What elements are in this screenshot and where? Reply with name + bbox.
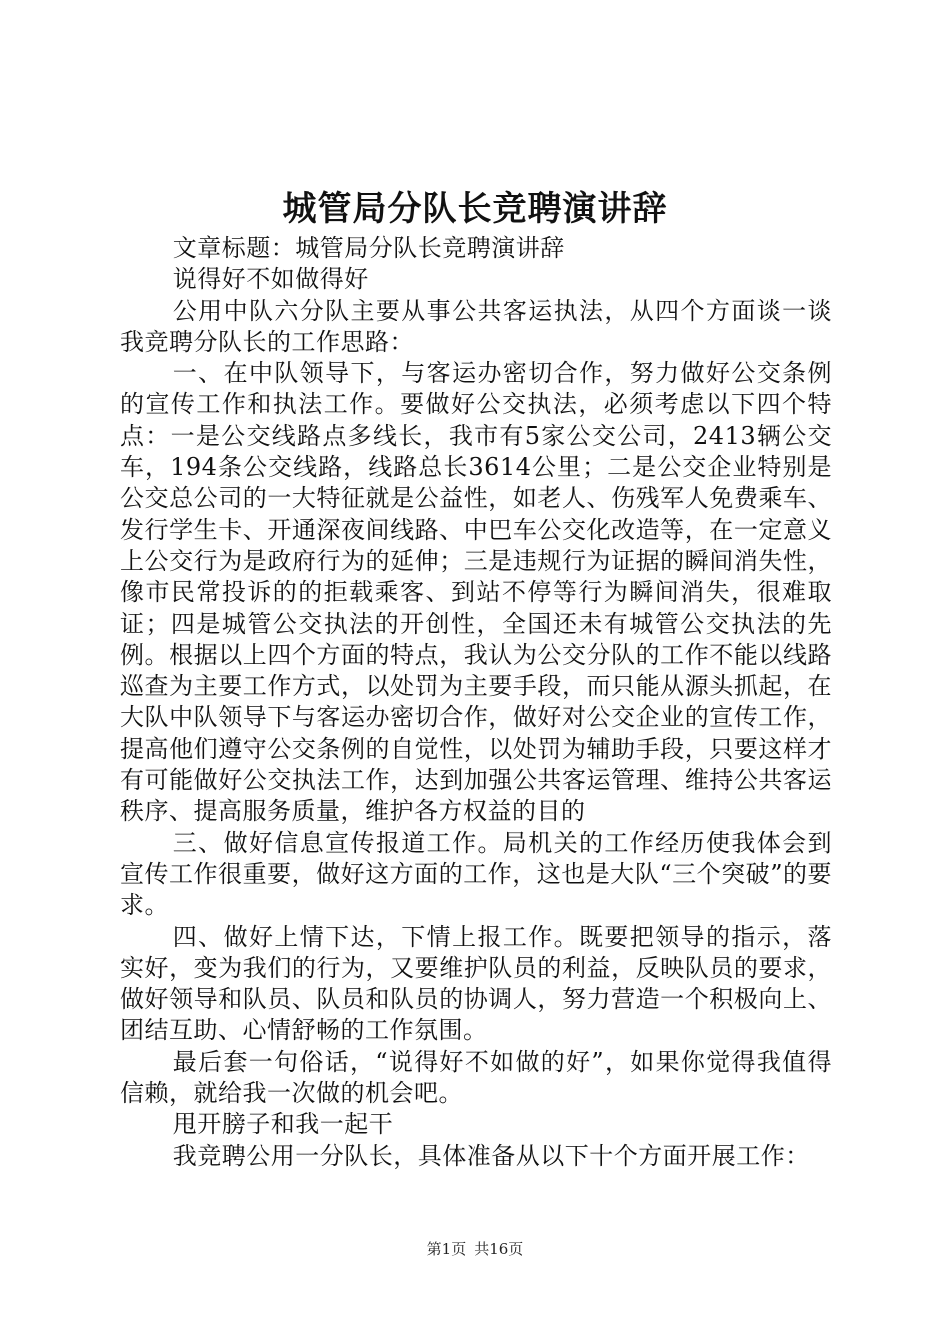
paragraph-closing: 最后套一句俗话，“说得好不如做的好”，如果你觉得我值得信赖，就给我一次做的机会吧。 (120, 1047, 832, 1108)
paragraph-second-speech-intro: 我竞聘公用一分队长，具体准备从以下十个方面开展工作： (172, 1141, 810, 1170)
document-body (120, 233, 832, 1172)
paragraph-article-title: 文章标题：城管局分队长竞聘演讲辞 (172, 234, 565, 262)
document-title: 城管局分队长竞聘演讲辞 (282, 189, 668, 229)
paragraph-subheading-1: 说得好不如做得好 (172, 265, 369, 294)
paragraph-intro: 公用中队六分队主要从事公共客运执法，从四个方面谈一谈我竞聘分队长的工作思路： (120, 296, 832, 356)
page-total: 共16页 (474, 1240, 524, 1258)
paragraph-subheading-2: 甩开膀子和我一起干 (172, 1110, 394, 1139)
page-number: 第1页 (426, 1240, 467, 1258)
paragraph-point-one: 一、在中队领导下，与客运办密切合作，努力做好公交条例的宣传工作和执法工作。要做好公交执法，必须考虑以下四个特点：一是公交线路点多线长，我市有5家公交公司，2413辆公交车，194条公交线路，线路总长3614公里；二是公交企业特别是公交总公司的一大特征就是公益性，如老人、伤残军人免费乘车、发行学生卡、开通深夜间线路、中巴车公交化改造等，在一定意义上公交行为是政府行为的延伸；三是违规行为证据的瞬间消失性，像市民常投诉的的拒载乘客、到站不停等行为瞬间消失，很难取证；四是城管公交执法的开创性，全国还未有城管公交执法的先例。根据以上四个方面的特点，我认为公交分队的工作不能以线路巡查为主要工作方式，以处罚为主要手段，而只能从源头抓起，在大队中队领导下与客运办密切合作，做好对公交企业的宣传工作，提高他们遵守公交条例的自觉性，以处罚为辅助手段，只要这样才有可能做好公交执法工作，达到加强公共客运管理、维持公共客运秩序、提高服务质量，维护各方权益的目的 (120, 359, 832, 826)
page-footer (0, 1238, 950, 1260)
paragraph-point-three: 三、做好信息宣传报道工作。局机关的工作经历使我体会到宣传工作很重要，做好这方面的工作，这也是大队“三个突破”的要求。 (120, 828, 832, 920)
paragraph-point-four: 四、做好上情下达，下情上报工作。既要把领导的指示，落实好，变为我们的行为，又要维护队员的利益，反映队员的要求，做好领导和队员、队员和队员的协调人，努力营造一个积极向上、团结互助、心情舒畅的工作氛围。 (120, 922, 832, 1045)
